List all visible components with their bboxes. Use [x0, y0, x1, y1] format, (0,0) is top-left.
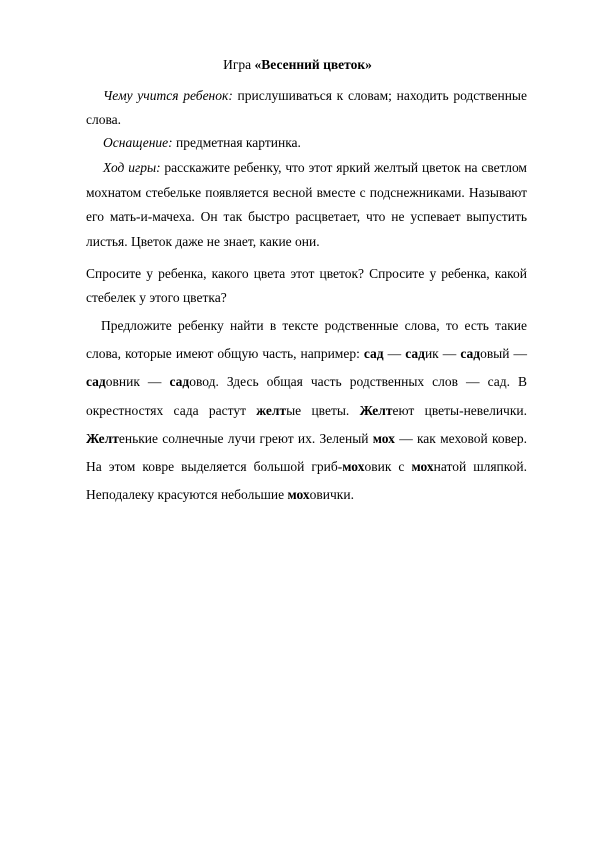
- word-root: мох: [342, 459, 365, 475]
- suggest-text: еют цветы-невелички.: [392, 402, 527, 418]
- suggest-paragraph: [86, 312, 527, 509]
- suggest-text: овник —: [105, 374, 170, 390]
- word-root: желт: [256, 402, 287, 418]
- suggest-text: ик —: [424, 346, 461, 362]
- course-text: расскажите ребенку, что этот яркий желтый цветок на светлом мохнатом стебельке появляется весной вместе с подснежниками. Называют его мать-и-мачеха. Он так быстро расцветает, что не успевает выпустить листья. Цветок даже не знает, какие они.: [86, 160, 527, 249]
- course-label: Ход игры:: [103, 160, 161, 175]
- learns-text: прислушиваться к словам; находить родственные слова.: [86, 88, 527, 127]
- suggest-text: — как меховой ковер. На этом ковре выделяется большой гриб-: [86, 430, 527, 475]
- suggest-text: овый —: [480, 346, 528, 362]
- suggest-text: ые цветы.: [286, 402, 360, 418]
- suggest-text: овод. Здесь общая часть родственных слов — сад. В окрестностях сада растут: [86, 374, 527, 418]
- word-root: мох: [411, 459, 434, 475]
- suggest-text: —: [383, 346, 406, 362]
- learns-label: Чему учится ребенок:: [103, 88, 233, 103]
- equipment-paragraph: [86, 131, 527, 155]
- word-root: мох: [287, 487, 310, 503]
- suggest-text: енькие солнечные лучи греют их. Зеленый: [118, 430, 373, 446]
- word-root: сад: [363, 346, 384, 362]
- word-root: сад: [460, 346, 481, 362]
- suggest-text: овик с: [364, 459, 412, 475]
- course-paragraph: [86, 156, 527, 254]
- suggest-text: натой шляпкой. Неподалеку красуются небольшие: [86, 459, 528, 503]
- title-prefix: Игра: [223, 57, 255, 72]
- suggest-text: Предложите ребенку найти в тексте родственные слова, то есть такие слова, которые имеют общую часть, например:: [86, 318, 527, 362]
- game-title: [0, 57, 595, 73]
- word-root: сад: [86, 374, 106, 390]
- suggest-text: овички.: [309, 487, 354, 503]
- title-name: «Весенний цветок»: [254, 57, 372, 72]
- learns-paragraph: [86, 84, 527, 132]
- equipment-label: Оснащение:: [103, 135, 173, 150]
- word-root: Желт: [86, 430, 119, 446]
- equipment-text: предметная картинка.: [172, 135, 301, 150]
- word-root: сад: [405, 346, 425, 362]
- word-root: мох: [372, 430, 395, 446]
- word-root: Желт: [359, 402, 393, 418]
- question-paragraph: Спросите у ребенка, какого цвета этот цветок? Спросите у ребенка, какой стебелек у этого цветка?: [86, 266, 527, 305]
- word-root: сад: [169, 374, 190, 390]
